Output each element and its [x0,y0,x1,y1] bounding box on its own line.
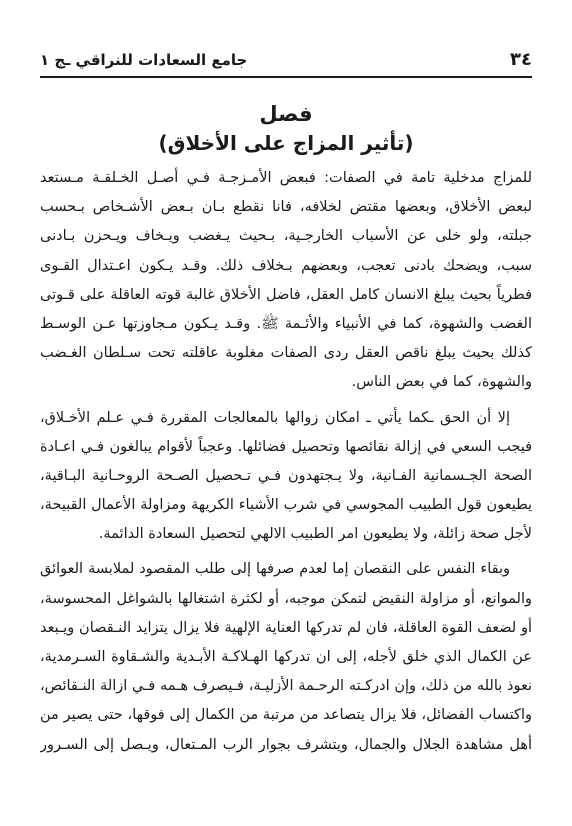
text-line: والموانع، أو مزاولة النقيض لتمكن موجبه، أو لكثرة اشتغالها بالشواغل المحسوسة، [40,590,532,607]
running-head [40,48,532,72]
paragraph-1 [40,164,532,398]
text-line: يطيعون قول الطبيب المجوسي في شرب الأشياء الكريهة ومزاولة الأعمال القبيحة، [40,497,532,514]
text-line: فيجب السعي في إزالة نقائصها وتحصيل فضائلها. وعجباً لأقوام يبالغون فـي اعـادة [40,438,532,455]
text-line: نعوذ بالله من ذلك، وإن ادركـته الرحـمة الأزليـة، فـيصرف هـمه فـي ازالة النـقائص، [40,678,532,695]
section-heading: فصل [259,102,313,126]
text-line: عن الكمال الذي خلق لأجله، إلى ان تدركها الهـلاكـة الأبـدية والشـقاوة السـرمدية، [40,649,532,665]
text-line: كذلك بحيث يبلغ ناقص العقل ردى الصفات مغلوبة عاقلته تحت سـلطان الغـضب [40,345,532,362]
book-title: جامع السعادات للنراقي ـج ١ [40,51,248,69]
text-line: لبعض الأخلاق، وبعضها مقتض لخلافه، فانا نقطع بـان بـعض الأشـخاص بـحسب [40,199,532,216]
text-line: واكتساب الفضائل، فلا يزال يتصاعد من مرتبة من الكمال إلى فوقها، حتى يصير من [40,707,532,724]
text-line: فطرياً بحيث يبلغ الانسان كامل العقل، فاضل الأخلاق غالبة قوته العاقلة على قـوتى [40,286,532,303]
book-page [40,48,532,760]
text-line: أو لضعف القوة العاقلة، فان لم تدركها العناية الإلهية فلا يزال يتزايد النـقصان ويـبعد [40,619,532,636]
text-line: والشهوة، كما في بعض الناس. [351,374,532,391]
text-line: الصحة الجـسمانية الفـانية، ولا يـجتهدون فـي تـحصيل الصـحة الروحـانية البـاقية، [40,467,532,484]
paragraph-2 [40,404,532,550]
text-line: لأجل صحة زائلة، ولا يطيعون امر الطبيب الالهي لتحصيل السعادة الدائمة. [98,526,532,543]
text-line: جبلته، ولو خلى عن الأسباب الخارجـية، بـحيث يـغضب ويـخاف ويـحزن بـادنى [40,228,532,245]
text-line: سبب، ويضحك بادنى تعجب، وبعضهم بـخلاف ذلك. وقـد يـكون اعـتدال القـوى [40,257,532,274]
text-line: وبقاء النفس على النقصان إما لعدم صرفها إلى طلب المقصود لملابسة العوائق [40,561,510,578]
text-line: إلا أن الحق ـكما يأتي ـ امكان زوالها بالمعالجات المقررة فـي عـلم الأخـلاق، [40,409,510,426]
section-subtitle: (تأثير المزاج على الأخلاق) [158,131,414,155]
paragraph-3 [40,555,532,759]
page-number: ٣٤ [510,49,532,70]
header-rule [40,76,532,78]
text-line: للمزاج مدخلية تامة في الصفات: فبعض الأمـزجـة فـي أصـل الخـلقـة مـستعد [40,170,532,186]
text-line: أهل مشاهدة الجلال والجمال، ويتشرف بجوار الرب المـتعال، ويـصل إلى السـرور [40,736,532,753]
text-line: الغضب والشهوة، كما في الأنبياء والأئـمة ﷺ. وقـد يـكون مـجاوزتها عـن الوسـط [40,315,532,332]
